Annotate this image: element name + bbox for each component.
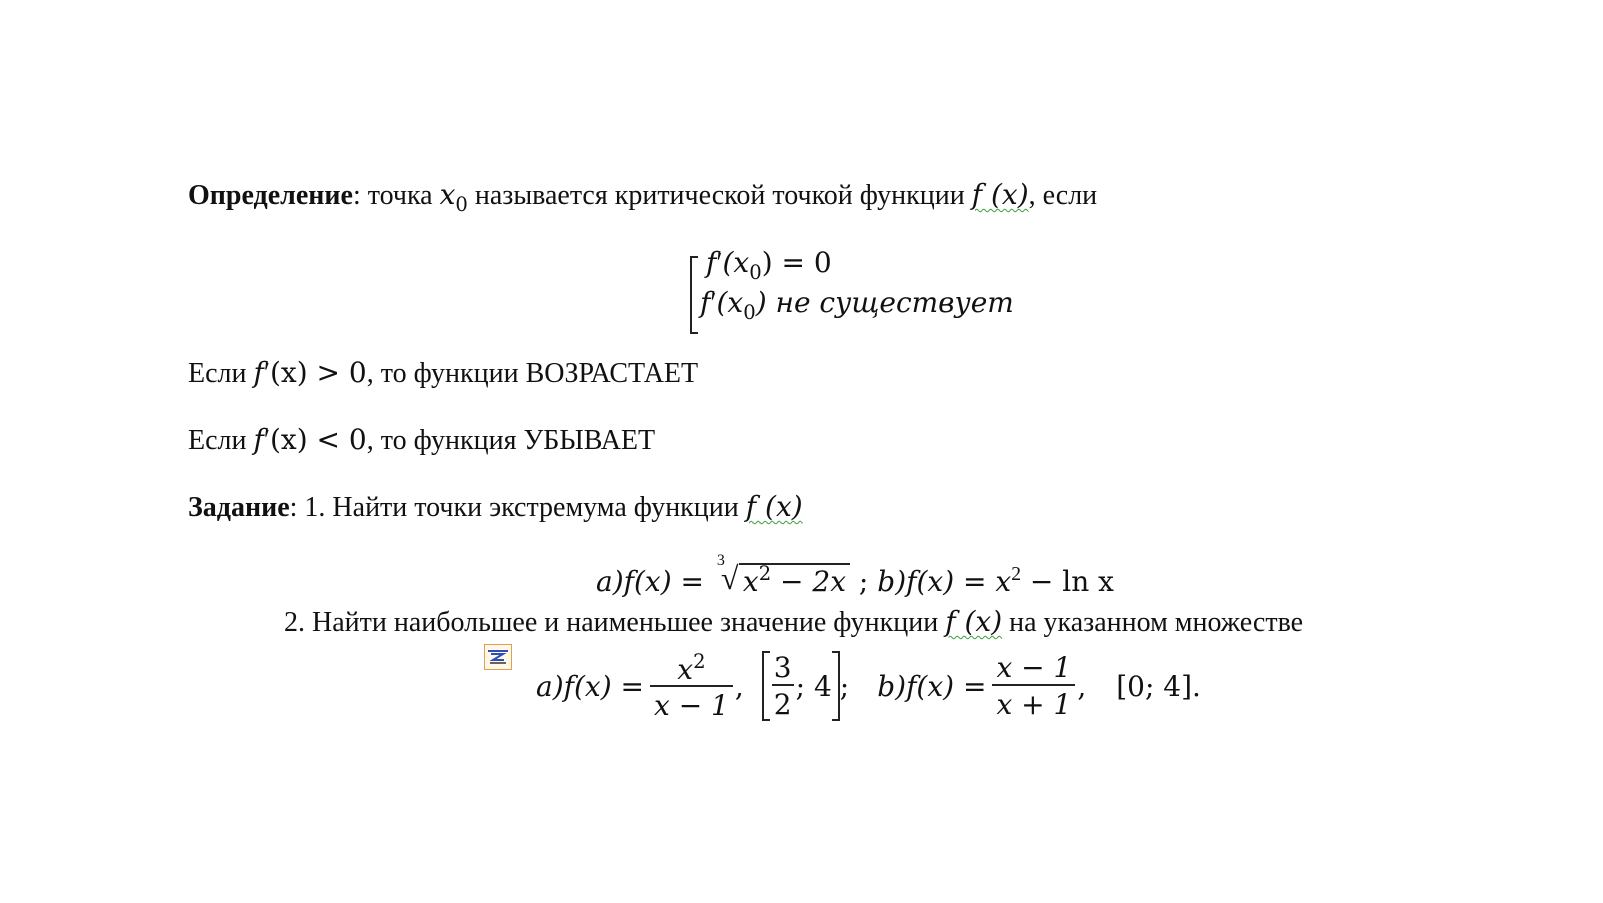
task1-formulas: a)f(x) = 3 √ $x^2 - 2x$ ; $b)f(x) = x^2 - \ln x$ (596, 552, 1114, 598)
task2-formulas: a) f(x) = $\frac{x^2}{x - 1}$ , $\frac{3}{2}$ ; 4 ; b) f(x) = $\frac{x - 1}{x + 1}$ , [0; 4]. (536, 649, 1201, 723)
system-line-1: $f'(x_0) = 0$ (706, 246, 832, 284)
task2-function: f (x) (945, 605, 1003, 638)
increase-rule: Если f′(x) > 0, то функции ВОЗРАСТАЕТ (188, 356, 699, 389)
task-label: Задание (188, 492, 290, 523)
definition-text-3: , если (1028, 180, 1098, 211)
interval-bracket-right (832, 651, 840, 721)
edit-object-icon[interactable] (484, 644, 512, 670)
definition-var: $x_0$ (439, 178, 468, 216)
definition-line (188, 178, 1097, 216)
definition-colon: : (352, 180, 361, 211)
fraction-b: $\frac{x - 1}{x + 1}$ (992, 651, 1075, 721)
definition-text-2: называется критической точкой функции (467, 180, 972, 211)
cube-root: 3 √ $x^2 - 2x$ (717, 562, 850, 599)
task-line: Задание: 1. Найти точки экстремума функции f (x) (188, 490, 803, 523)
fraction-a: $\frac{x^2}{x - 1}$ (650, 650, 733, 723)
system-line-2: $f'(x_0)$ не существует (700, 286, 1014, 324)
critical-point-system (690, 246, 1014, 332)
task-function: f (x) (745, 490, 803, 523)
task2-line: 2. Найти наибольшее и наименьшее значение функции f (x) на указанном множестве (284, 605, 1304, 638)
system-bracket (690, 256, 698, 334)
interval-bracket-left (762, 651, 770, 721)
definition-text-1: точка (360, 180, 440, 211)
definition-label: Определение (188, 180, 353, 211)
interval-fraction: $\frac{3}{2}$ (773, 651, 792, 721)
decrease-rule: Если f′(x) < 0, то функция УБЫВАЕТ (188, 423, 656, 456)
definition-function: f (x) (971, 178, 1029, 211)
task-item-1: 1. Найти точки экстремума функции (297, 492, 746, 523)
